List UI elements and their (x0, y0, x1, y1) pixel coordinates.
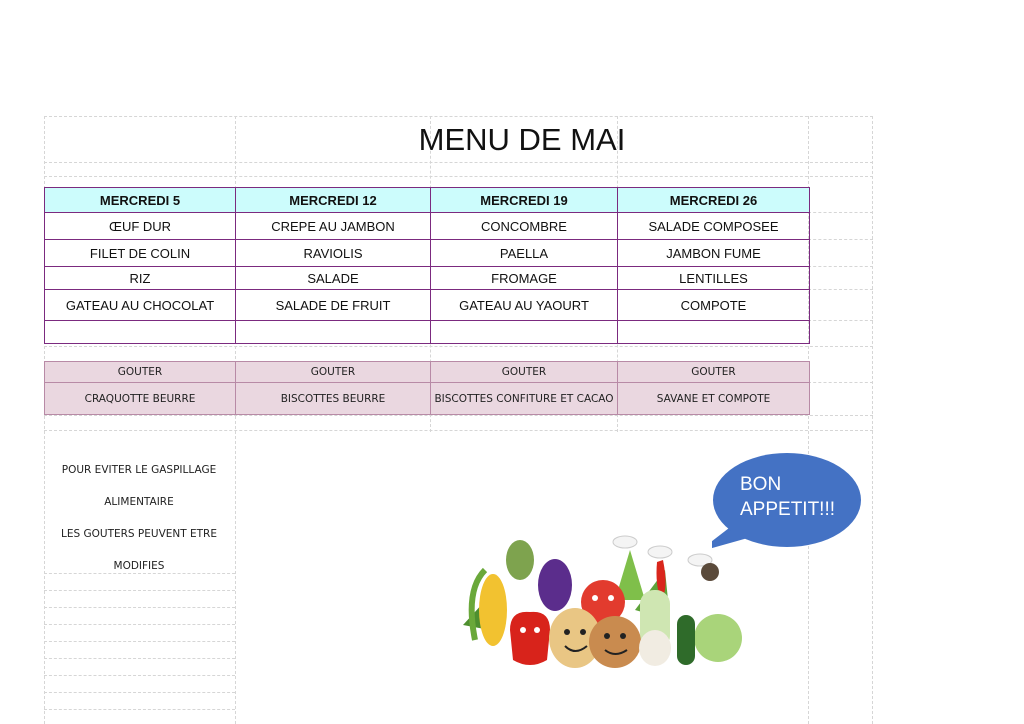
snack-label: GOUTER (45, 362, 236, 383)
menu-cell: CREPE AU JAMBON (236, 213, 431, 240)
menu-cell (431, 321, 618, 344)
snack-item: BISCOTTES BEURRE (236, 383, 431, 415)
day-header: MERCREDI 19 (431, 188, 618, 213)
menu-cell: SALADE (236, 267, 431, 290)
menu-cell: CONCOMBRE (431, 213, 618, 240)
snack-table (44, 361, 810, 415)
menu-cell: GATEAU AU CHOCOLAT (45, 290, 236, 321)
bubble-text (740, 472, 850, 522)
snack-label: GOUTER (431, 362, 618, 383)
menu-cell: SALADE DE FRUIT (236, 290, 431, 321)
snack-label: GOUTER (618, 362, 810, 383)
menu-cell: SALADE COMPOSEE (618, 213, 810, 240)
menu-cell: COMPOTE (618, 290, 810, 321)
bubble-line: APPETIT!!! (740, 499, 836, 520)
menu-cell: GATEAU AU YAOURT (431, 290, 618, 321)
bubble-line: BON (740, 474, 782, 495)
note-line: LES GOUTERS PEUVENT ETRE (61, 528, 217, 540)
snack-item-row (45, 383, 810, 415)
cartoon-vegetables-icon (455, 530, 750, 672)
note-line: MODIFIES (113, 560, 165, 572)
menu-cell: FILET DE COLIN (45, 240, 236, 267)
menu-cell: ŒUF DUR (45, 213, 236, 240)
day-header: MERCREDI 26 (618, 188, 810, 213)
snack-label: GOUTER (236, 362, 431, 383)
note-line: POUR EVITER LE GASPILLAGE (61, 464, 217, 476)
page-title: MENU DE MAI (418, 122, 626, 157)
menu-row-empty (45, 321, 810, 344)
menu-row-starter (45, 213, 810, 240)
menu-cell (236, 321, 431, 344)
menu-cell: JAMBON FUME (618, 240, 810, 267)
menu-row-dessert (45, 290, 810, 321)
snack-item: BISCOTTES CONFITURE ET CACAO (431, 383, 618, 415)
snack-item: SAVANE ET COMPOTE (618, 383, 810, 415)
menu-cell: FROMAGE (431, 267, 618, 290)
day-header: MERCREDI 5 (45, 188, 236, 213)
menu-cell: RIZ (45, 267, 236, 290)
menu-cell: PAELLA (431, 240, 618, 267)
menu-cell (45, 321, 236, 344)
snack-label-row (45, 362, 810, 383)
menu-table (44, 187, 810, 344)
menu-row-main (45, 240, 810, 267)
menu-cell (618, 321, 810, 344)
menu-cell: LENTILLES (618, 267, 810, 290)
day-header: MERCREDI 12 (236, 188, 431, 213)
menu-header-row (45, 188, 810, 213)
menu-cell: RAVIOLIS (236, 240, 431, 267)
menu-row-side (45, 267, 810, 290)
note-line: ALIMENTAIRE (104, 496, 174, 508)
snack-item: CRAQUOTTE BEURRE (45, 383, 236, 415)
